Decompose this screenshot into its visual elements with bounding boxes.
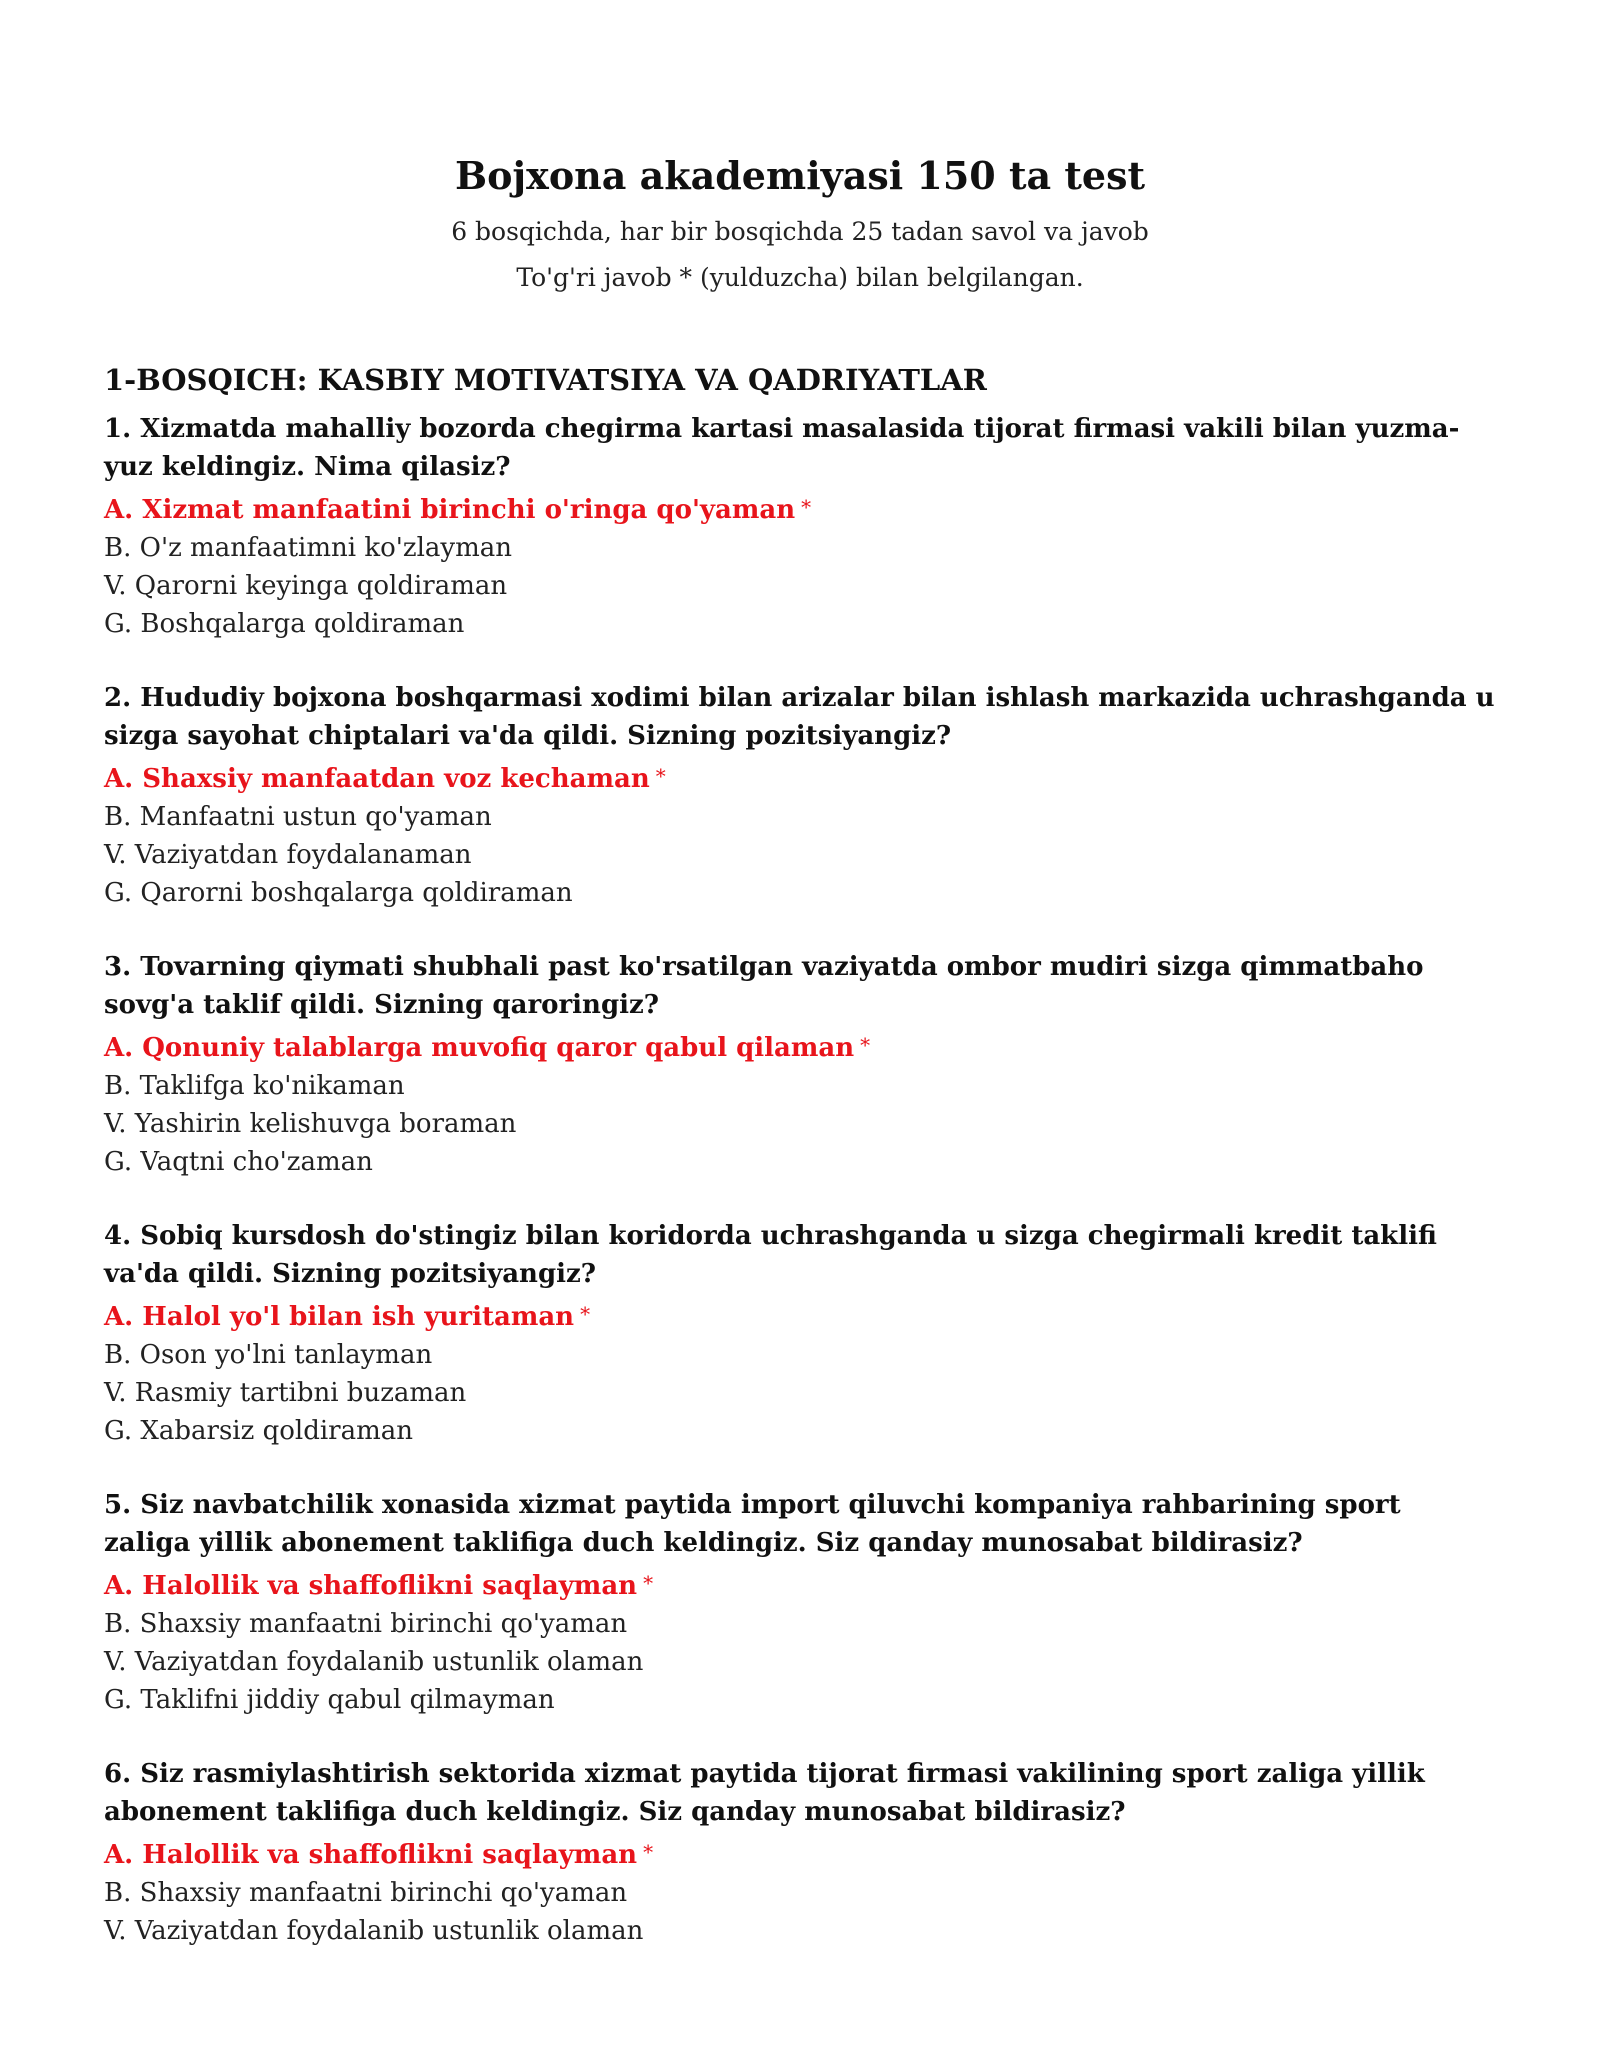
answer-option: B. Oson yo'lni tanlayman [104, 1340, 433, 1370]
correct-answer [104, 488, 1496, 529]
answer-option: G. Boshqalarga qoldiraman [104, 609, 465, 639]
question-block [104, 1217, 1496, 1450]
correct-answer-label: A. Qonuniy talablarga muvofiq qaror qabul qilaman [104, 1033, 855, 1063]
answer-option: B. O'z manfaatimni ko'zlayman [104, 533, 512, 563]
answer-option: V. Vaziyatdan foydalanib ustunlik olaman [104, 1647, 644, 1677]
question-block [104, 1486, 1496, 1719]
answer-option: V. Vaziyatdan foydalanib ustunlik olaman [104, 1916, 644, 1946]
correct-answer-label: A. Halollik va shaffoflikni saqlayman [104, 1840, 638, 1870]
answer-option: V. Yashirin kelishuvga boraman [104, 1109, 517, 1139]
answer-option: V. Rasmiy tartibni buzaman [104, 1378, 467, 1408]
correct-answer-label: A. Xizmat manfaatini birinchi o'ringa qo'yaman [104, 495, 796, 525]
correct-answer [104, 1833, 1496, 1874]
correct-answer-label: A. Halollik va shaffoflikni saqlayman [104, 1571, 638, 1601]
answer-option: G. Xabarsiz qoldiraman [104, 1416, 413, 1446]
answer-option: V. Vaziyatdan foydalanaman [104, 840, 472, 870]
correct-answer [104, 1026, 1496, 1067]
correct-marker: * [643, 1840, 654, 1864]
correct-marker: * [801, 495, 812, 519]
document-title: Bojxona akademiyasi 150 ta test [454, 153, 1146, 198]
question-text: 4. Sobiq kursdosh do'stingiz bilan koridorda uchrashganda u sizga chegirmali kredit taklifi va'da qildi. Sizning pozitsiyangiz? [104, 1221, 1437, 1289]
answer-option: G. Qarorni boshqalarga qoldiraman [104, 878, 573, 908]
question-text: 5. Siz navbatchilik xonasida xizmat paytida import qiluvchi kompaniya rahbarining sport zaliga yillik abonement taklifiga duch keldingiz. Siz qanday munosabat bildirasiz? [104, 1490, 1401, 1558]
question-text: 2. Hududiy bojxona boshqarmasi xodimi bilan arizalar bilan ishlash markazida uchrashganda u sizga sayohat chiptalari va'da qildi. Sizning pozitsiyangiz? [104, 683, 1495, 751]
question-text: 1. Xizmatda mahalliy bozorda chegirma kartasi masalasida tijorat firmasi vakili bilan yuzma-yuz keldingiz. Nima qilasiz? [104, 414, 1460, 482]
answer-option: V. Qarorni keyinga qoldiraman [104, 571, 508, 601]
correct-answer [104, 757, 1496, 798]
answer-option: G. Taklifni jiddiy qabul qilmayman [104, 1685, 555, 1715]
answer-option: B. Shaxsiy manfaatni birinchi qo'yaman [104, 1878, 628, 1908]
answer-key-note: To'g'ri javob * (yulduzcha) bilan belgilangan. [516, 263, 1084, 292]
question-block [104, 1755, 1496, 1950]
answer-option: G. Vaqtni cho'zaman [104, 1147, 373, 1177]
question-text: 3. Tovarning qiymati shubhali past ko'rsatilgan vaziyatda ombor mudiri sizga qimmatbaho sovg'a taklif qildi. Sizning qaroringiz? [104, 952, 1424, 1020]
question-text: 6. Siz rasmiylashtirish sektorida xizmat paytida tijorat firmasi vakilining sport zaliga yillik abonement taklifiga duch keldingiz. Siz qanday munosabat bildirasiz? [104, 1759, 1425, 1827]
answer-option: B. Shaxsiy manfaatni birinchi qo'yaman [104, 1609, 628, 1639]
question-block [104, 679, 1496, 912]
correct-marker: * [655, 764, 666, 788]
correct-answer [104, 1564, 1496, 1605]
correct-answer [104, 1295, 1496, 1336]
answer-option: B. Taklifga ko'nikaman [104, 1071, 405, 1101]
correct-answer-label: A. Shaxsiy manfaatdan voz kechaman [104, 764, 650, 794]
question-block [104, 410, 1496, 643]
section-heading: 1-BOSQICH: KASBIY MOTIVATSIYA VA QADRIYATLAR [104, 363, 987, 397]
correct-marker: * [860, 1033, 871, 1057]
correct-answer-label: A. Halol yo'l bilan ish yuritaman [104, 1302, 575, 1332]
document-subtitle: 6 bosqichda, har bir bosqichda 25 tadan savol va javob [451, 217, 1149, 246]
question-block [104, 948, 1496, 1181]
correct-marker: * [580, 1302, 591, 1326]
correct-marker: * [643, 1571, 654, 1595]
answer-option: B. Manfaatni ustun qo'yaman [104, 802, 492, 832]
